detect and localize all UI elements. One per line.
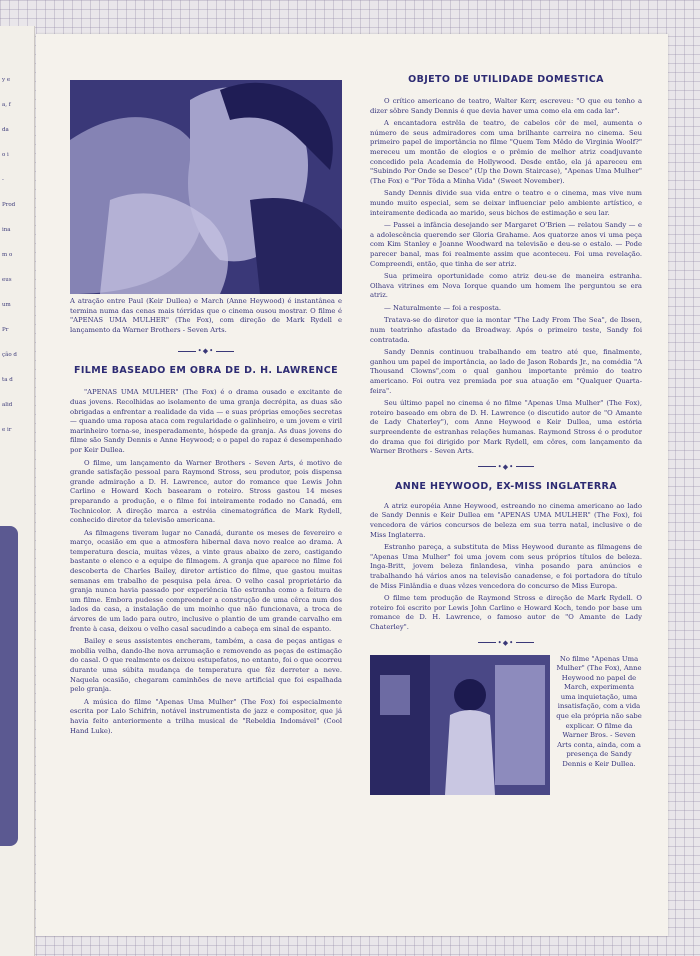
article-paragraph: Estranho pareça, a substituta de Miss Heywood durante as filmagens de "Apenas Uma Mulher" foi uma jovem com seus próprios títulos de beleza. Inga-Britt, jovem beleza finlandesa, vinha posando para anúncios e trabalhando há vários anos na televisão canadense, e foi portadora do título de Miss Finlândia e duas vêzes vencedora do concurso de Miss Europa.	[370, 543, 642, 590]
ornament-divider: •◆•	[370, 639, 642, 647]
photo-kiss-scene	[70, 80, 342, 294]
article-paragraph: Sua primeira oportunidade como atriz deu-se de maneira estranha. Olhava vitrines em Nova Iorque quando um homem lhe perguntou se era atriz.	[370, 272, 642, 300]
left-page-fragment: -	[2, 177, 4, 183]
photo-kiss-scene-image	[70, 80, 342, 294]
right-column	[370, 74, 642, 795]
left-page-fragment: Pr	[2, 327, 9, 333]
left-page-fragment: da	[2, 127, 9, 133]
article-paragraph: O crítico americano de teatro, Walter Kerr, escreveu: "O que eu tenho a dizer sôbre Sandy Dennis é que devia haver uma como ela em cada lar".	[370, 97, 642, 115]
ornament-divider: •◆•	[70, 347, 342, 355]
article-paragraph: Sandy Dennis continuou trabalhando em teatro até que, finalmente, ganhou um papel de importância, ao lado de Jason Robards Jr., na comédia "A Thousand Clowns",com o qual ganhou importante prêmio do teatro americano. Foi outra vez premiada por sua atuação em "Qualquer Quarta-feira".	[370, 348, 642, 395]
photo1-caption: A atração entre Paul (Keir Dullea) e March (Anne Heywood) é instantânea e termina numa das cenas mais tórridas que o cinema ousou mostrar. O filme é "APENAS UMA MULHER" (The Fox), com direção de Mark Rydell e lançamento da Warner Brothers - Seven Arts.	[70, 297, 342, 334]
article-paragraph: Sandy Dennis divide sua vida entre o teatro e o cinema, mas vive num mundo muito especial, sem se deixar influenciar pelo ambiente artístico, e inteiramente dedicada ao marido, seus bichos de estimação e seu lar.	[370, 189, 642, 217]
heading-objeto: OBJETO DE UTILIDADE DOMESTICA	[408, 74, 604, 85]
left-page-fragment: ta d	[2, 377, 13, 383]
left-page-fragment: a, f	[2, 102, 11, 108]
left-page-fragment: um	[2, 302, 11, 308]
photo2-block	[370, 655, 642, 795]
heading-lawrence: FILME BASEADO EM OBRA DE D. H. LAWRENCE	[73, 365, 339, 377]
left-page-fragment: o i	[2, 152, 9, 158]
left-page-fragment: eus	[2, 277, 12, 283]
left-page-fragment: ina	[2, 227, 11, 233]
article-paragraph: O filme, um lançamento da Warner Brothers - Seven Arts, é motivo de grande satisfação pessoal para Raymond Stross, seu produtor, pois dispensa grande admiração a D. H. Lawrence, autor do romance que Lewis John Carlino e Howard Koch basearam o roteiro. Stross gastou 14 meses preparando a produção, e o filme foi inteiramente rodado no Canadá, em Technicolor. A direção marca a estréia cinematográfica de Mark Rydell, conhecido diretor da televisão americana.	[70, 458, 342, 525]
photo-anne-heywood	[370, 655, 550, 795]
article-paragraph: — Passei a infância desejando ser Margaret O'Brien — relatou Sandy — e a adolescência querendo ser Gloria Grahame. Aos quatorze anos vi uma peça com Kim Stanley e Joanne Woodward na televisão e deu-se o estalo. — Pode parecer banal, mas foi realmente assim que aconteceu. Foi uma revelação. Compreendi, então, que tinha de ser atriz.	[370, 221, 642, 268]
left-page-fragment: m o	[2, 252, 13, 258]
left-page-edge	[0, 26, 35, 956]
photo-anne-heywood-image	[370, 655, 550, 795]
article-paragraph: — Naturalmente — foi a resposta.	[384, 303, 502, 312]
left-column	[70, 80, 342, 739]
article-paragraph: As filmagens tiveram lugar no Canadá, durante os meses de fevereiro e março, ocasião em que a atmosfera hibernal dava novo realce ao drama. A temperatura descia, muitas vêzes, a vinte graus abaixo de zero, castigando bastante o elenco e a equipe de filmagem. A granja que aparece no filme foi descoberta de Charles Bailey, diretor artístico do filme, que gastou muitas semanas em trabalho de pesquisa pela área. O velho casal proprietário da granja nunca havia passado por experiência tão estranha como a feitura de um filme. Embora pudesse compreender a construção de uma cêrca num dos lados da casa, a instalação de um moinho que não funcionava, a troca de árvores de um lado para outro, inclusive o plantio de um grande carvalho em frente à casa, deixou o velho casal sacudindo a cabeça em sinal de espanto.	[70, 528, 342, 633]
article-paragraph: "APENAS UMA MULHER" (The Fox) é o drama ousado e excitante de duas jovens. Recolhidas ao isolamento de uma granja decrépita, as duas são obrigadas a enfrentar a realidade da vida — e suas próprias emoções secretas — quando uma raposa ataca com regularidade o galinheiro, e um jovem e viril marinheiro torna-se, inesperadamente, hóspede da granja. As duas jovens do filme são Sandy Dennis e Anne Heywood; e o papel do rapaz é desempenhado por Keir Dullea.	[70, 388, 342, 454]
left-page-fragment: y e	[2, 77, 11, 83]
article-paragraph: A atriz européia Anne Heywood, estreando no cinema americano ao lado de Sandy Dennis e Keir Dullea em "APENAS UMA MULHER" (The Fox), foi vencedora de vários concursos de beleza em sua terra natal, inclusive o de Miss Inglaterra.	[370, 501, 642, 539]
left-page-fragment: alid	[2, 402, 13, 408]
ornament-divider: •◆•	[370, 463, 642, 471]
article-paragraph: Tratava-se do diretor que ia montar "The Lady From The Sea", de Ibsen, num teatrinho afastado da Broadway. Após o primeiro teste, Sandy foi contratada.	[370, 316, 642, 344]
brochure-page	[36, 34, 668, 936]
article-paragraph: A música do filme "Apenas Uma Mulher" (The Fox) foi especialmente escrita por Lalo Schifrin, notável instrumentista de jazz e compositor, que já havia feito anteriormente a trilha musical de "Rebeldia Indomável" (Cool Hand Luke).	[70, 697, 342, 735]
left-page-fragment: Prod	[2, 202, 16, 208]
photo2-caption: No filme "Apenas Uma Mulher" (The Fox), Anne Heywood no papel de March, experimenta uma inquietação, uma insatisfação, com a vida que ela própria não sabe explicar. O filme da Warner Bros. - Seven Arts conta, ainda, com a presença de Sandy Dennis e Keir Dullea.	[556, 654, 642, 769]
left-page-photo	[0, 526, 18, 846]
heading-anne-heywood: ANNE HEYWOOD, EX-MISS INGLATERRA	[394, 480, 618, 492]
article-paragraph: Bailey e seus assistentes encheram, também, a casa de peças antigas e mobília velha, dando-lhe nova arrumação e removendo as peças de estimação do casal. O que realmente os deixou estupefatos, no entanto, foi o que ocorreu durante uma súbita mudança de temperatura que fêz derreter a neve. Naquela ocasião, chegaram caminhões de neve artificial que foi espalhada pelo granja.	[70, 637, 342, 694]
article-paragraph: O filme tem produção de Raymond Stross e direção de Mark Rydell. O roteiro foi escrito por Lewis John Carlino e Howard Koch, tendo por base um romance de D. H. Lawrence, o famoso autor de "O Amante de Lady Chaterley".	[370, 594, 642, 631]
article-paragraph: Seu último papel no cinema é no filme "Apenas Uma Mulher" (The Fox), roteiro baseado em obra de D. H. Lawrence (o discutido autor de "O Amante de Lady Chaterley"), com Anne Heywood e Keir Dullea, uma estória surpreendente de estranhas relações humanas. Raymond Stross é o produtor do drama que foi dirigido por Mark Rydell, em côres, com lançamento da Warner Brothers - Seven Arts.	[370, 399, 642, 456]
article-paragraph: A encantadora estrêla de teatro, de cabelos côr de mel, aumenta o número de seus admiradores com uma brilhante carreira no cinema. Seu primeiro papel de importância no filme "Quem Tem Mêdo de Virginia Woolf?" mereceu um montão de elogios e o prêmio de melhor atriz coadjuvante concedido pela Academia de Hollywood. Desde então, ela já apareceu em "Subindo Por Onde se Desce" (Up the Down Staircase), "Apenas Uma Mulher" (The Fox) e "Por Tôda a Minha Vida" (Sweet November).	[370, 119, 642, 185]
left-page-fragment: ção d	[2, 352, 17, 358]
left-page-fragment: e ir	[2, 427, 12, 433]
